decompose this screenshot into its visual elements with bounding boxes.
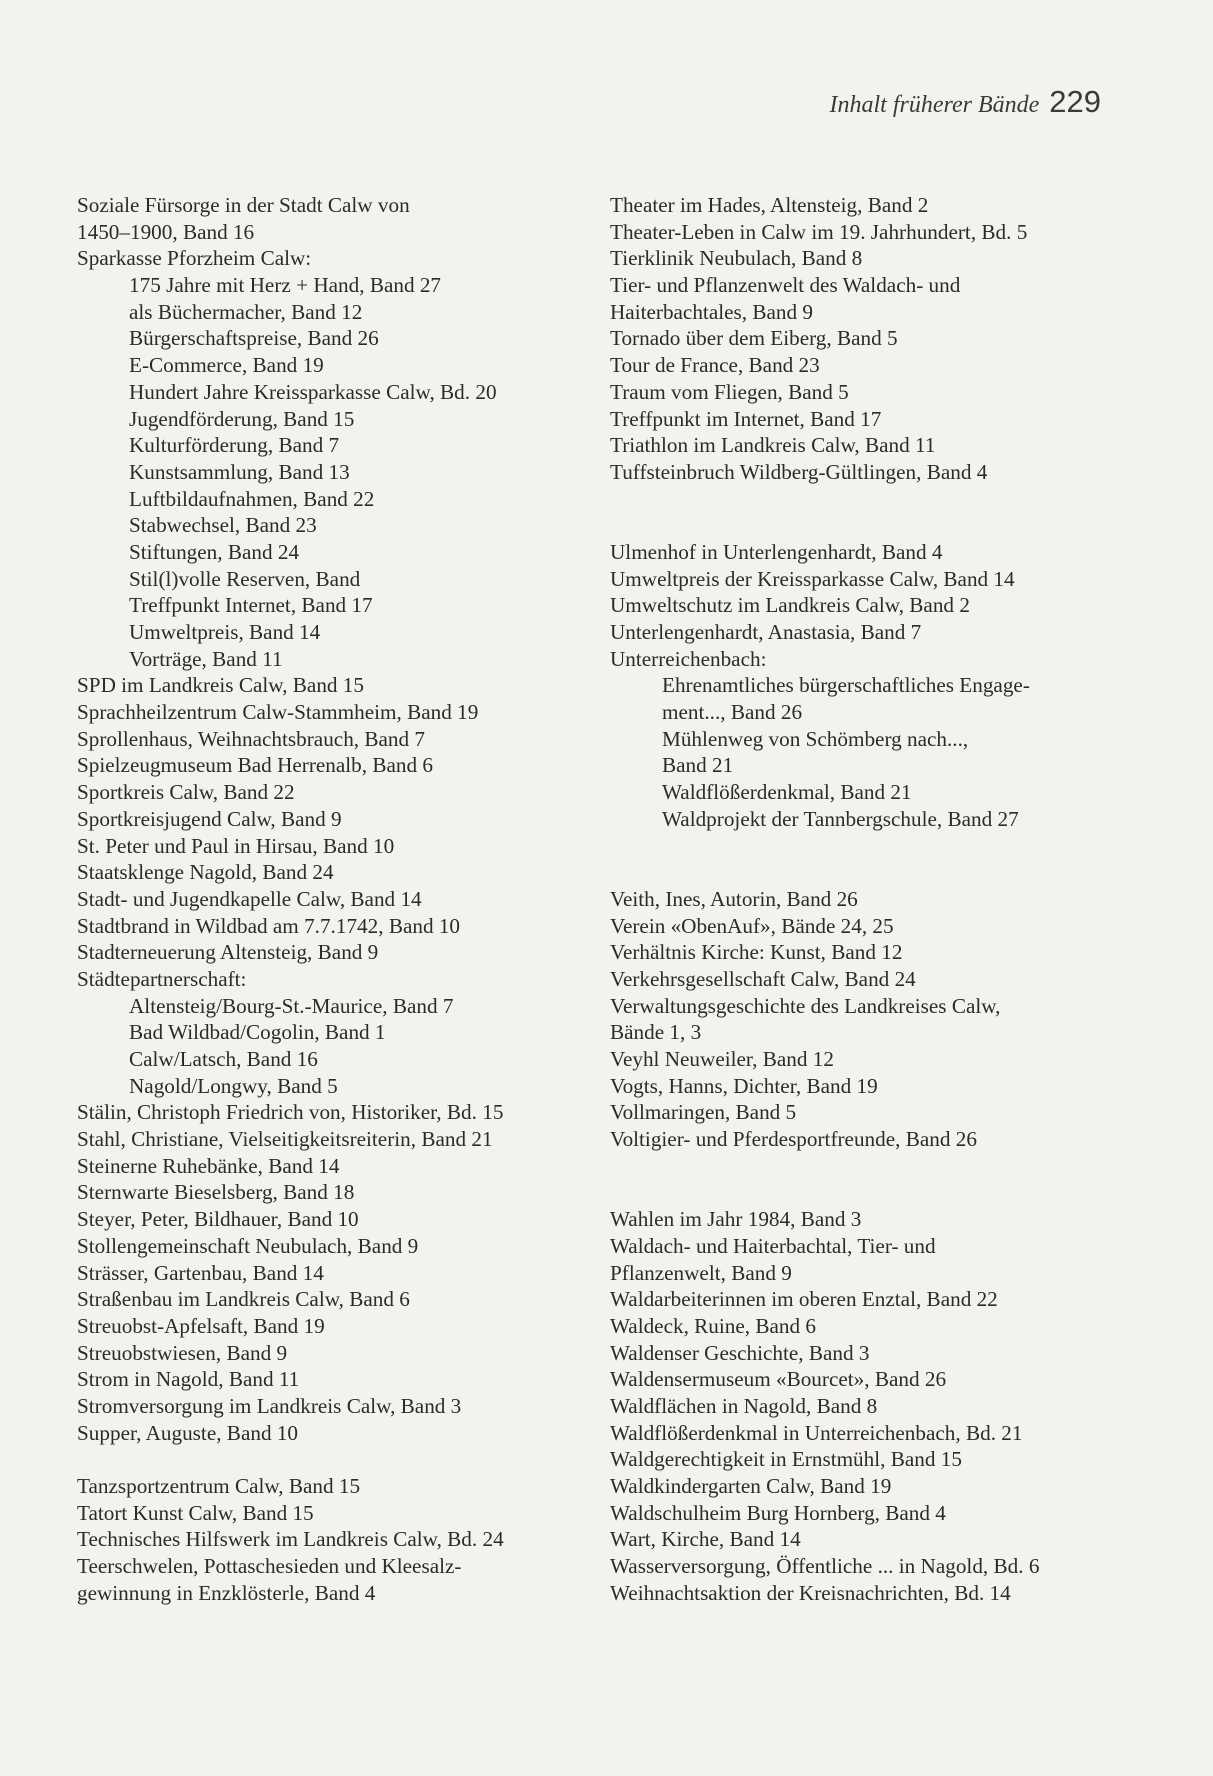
index-entry: Veith, Ines, Autorin, Band 26 (610, 886, 858, 911)
index-subentry: Kulturförderung, Band 7 (129, 433, 340, 458)
index-entry: Waldflächen in Nagold, Band 8 (610, 1393, 878, 1418)
index-entry: Staatsklenge Nagold, Band 24 (77, 860, 334, 885)
page-number: 229 (1049, 84, 1101, 119)
index-entry: Waldarbeiterinnen im oberen Enztal, Band 22 (610, 1287, 998, 1312)
index-subentry: Hundert Jahre Kreissparkasse Calw, Bd. 20 (129, 379, 497, 404)
index-entry: Straßenbau im Landkreis Calw, Band 6 (77, 1287, 410, 1312)
index-entry: Verkehrsgesellschaft Calw, Band 24 (610, 966, 916, 991)
index-subentry: Bürgerschaftspreise, Band 26 (129, 326, 379, 351)
index-entry: Treffpunkt im Internet, Band 17 (610, 406, 882, 431)
index-entry: Umweltpreis der Kreissparkasse Calw, Band 14 (610, 566, 1015, 591)
index-entry: Haiterbachtales, Band 9 (610, 299, 813, 324)
index-entry: 1450–1900, Band 16 (77, 219, 255, 244)
index-entry: Stollengemeinschaft Neubulach, Band 9 (77, 1233, 419, 1258)
index-subentry: Luftbildaufnahmen, Band 22 (129, 486, 375, 511)
index-subentry: Kunstsammlung, Band 13 (129, 459, 350, 484)
index-subentry: Nagold/Longwy, Band 5 (129, 1073, 338, 1098)
index-subentry: Mühlenweg von Schömberg nach..., (662, 726, 969, 751)
index-entry: Waldflößerdenkmal in Unterreichenbach, Bd. 21 (610, 1420, 1023, 1445)
index-entry: Stahl, Christiane, Vielseitigkeitsreiterin, Band 21 (77, 1127, 493, 1152)
index-subentry: ment..., Band 26 (662, 700, 803, 725)
index-entry: Stadtbrand in Wildbad am 7.7.1742, Band 10 (77, 913, 461, 938)
index-entry: Waldschulheim Burg Hornberg, Band 4 (610, 1500, 946, 1525)
index-entry: Veyhl Neuweiler, Band 12 (610, 1047, 834, 1072)
index-entry: Tierklinik Neubulach, Band 8 (610, 246, 863, 271)
index-entry: Unterlengenhardt, Anastasia, Band 7 (610, 620, 922, 645)
index-entry: Vollmaringen, Band 5 (610, 1100, 797, 1125)
index-subentry: Stabwechsel, Band 23 (129, 513, 317, 538)
index-column-right (610, 192, 1110, 1606)
index-entry: Technisches Hilfswerk im Landkreis Calw, Bd. 24 (77, 1527, 504, 1552)
index-entry: Teerschwelen, Pottaschesieden und Kleesalz- (77, 1554, 462, 1579)
index-subentry: Waldflößerdenkmal, Band 21 (662, 780, 912, 805)
index-subentry: Treffpunkt Internet, Band 17 (129, 593, 373, 618)
index-entry: Streuobstwiesen, Band 9 (77, 1340, 288, 1365)
index-entry: Waldach- und Haiterbachtal, Tier- und (610, 1233, 936, 1258)
index-entry: Voltigier- und Pferdesportfreunde, Band 26 (610, 1127, 977, 1152)
index-entry: Theater-Leben in Calw im 19. Jahrhundert, Bd. 5 (610, 219, 1028, 244)
index-subentry: Vorträge, Band 11 (129, 646, 283, 671)
index-entry: gewinnung in Enzklösterle, Band 4 (77, 1580, 376, 1605)
index-entry: Stadterneuerung Altensteig, Band 9 (77, 940, 379, 965)
index-entry: Unterreichenbach: (610, 646, 767, 671)
index-subentry: Ehrenamtliches bürgerschaftliches Engage- (662, 673, 1030, 698)
index-subentry: Stil(l)volle Reserven, Band (129, 566, 361, 591)
running-header (830, 84, 1101, 120)
index-entry: Sparkasse Pforzheim Calw: (77, 246, 312, 271)
index-entry: Umweltschutz im Landkreis Calw, Band 2 (610, 593, 970, 618)
index-entry: Stromversorgung im Landkreis Calw, Band 3 (77, 1393, 462, 1418)
index-entry: Theater im Hades, Altensteig, Band 2 (610, 193, 929, 217)
index-entry: Tier- und Pflanzenwelt des Waldach- und (610, 273, 961, 298)
index-entry: Spielzeugmuseum Bad Herrenalb, Band 6 (77, 753, 433, 778)
index-column-left (77, 192, 577, 1606)
running-header-title: Inhalt früherer Bände (829, 92, 1040, 118)
index-subentry: Altensteig/Bourg-St.-Maurice, Band 7 (129, 993, 454, 1018)
index-entry: Pflanzenwelt, Band 9 (610, 1260, 792, 1285)
index-entry: Steinerne Ruhebänke, Band 14 (77, 1153, 340, 1178)
index-subentry: als Büchermacher, Band 12 (129, 299, 363, 324)
index-entry: Tuffsteinbruch Wildberg-Gültlingen, Band 4 (610, 459, 988, 484)
index-subentry: Band 21 (662, 753, 734, 778)
index-entry: Streuobst-Apfelsaft, Band 19 (77, 1313, 325, 1338)
index-subentry: Jugendförderung, Band 15 (129, 406, 355, 431)
index-entry: Wasserversorgung, Öffentliche ... in Nagold, Bd. 6 (610, 1554, 1040, 1579)
index-entry: Strom in Nagold, Band 11 (77, 1367, 300, 1392)
index-subentry: Umweltpreis, Band 14 (129, 620, 321, 644)
index-subentry: Calw/Latsch, Band 16 (129, 1047, 318, 1071)
index-entry: Bände 1, 3 (610, 1020, 702, 1045)
index-entry: Supper, Auguste, Band 10 (77, 1420, 299, 1445)
index-entry: Triathlon im Landkreis Calw, Band 11 (610, 433, 936, 458)
index-subentry: E-Commerce, Band 19 (129, 353, 324, 378)
index-entry: Weihnachtsaktion der Kreisnachrichten, Bd. 14 (610, 1580, 1011, 1605)
index-entry: Steyer, Peter, Bildhauer, Band 10 (77, 1207, 359, 1232)
index-entry: SPD im Landkreis Calw, Band 15 (77, 673, 364, 698)
index-entry: Stälin, Christoph Friedrich von, Historiker, Bd. 15 (77, 1100, 504, 1125)
index-entry: Verein «ObenAuf», Bände 24, 25 (610, 913, 894, 938)
section-gap (77, 1446, 577, 1473)
index-entry: Traum vom Fliegen, Band 5 (610, 379, 849, 404)
index-entry: Tour de France, Band 23 (610, 353, 820, 378)
index-entry: Sprollenhaus, Weihnachtsbrauch, Band 7 (77, 726, 426, 751)
section-gap (610, 486, 1110, 539)
index-entry: Tornado über dem Eiberg, Band 5 (610, 326, 898, 351)
index-subentry: Bad Wildbad/Cogolin, Band 1 (129, 1020, 386, 1045)
index-entry: Waldenser Geschichte, Band 3 (610, 1340, 870, 1365)
index-entry: Waldensermuseum «Bourcet», Band 26 (610, 1367, 947, 1392)
section-gap (610, 1153, 1110, 1206)
index-entry: Stadt- und Jugendkapelle Calw, Band 14 (77, 886, 422, 911)
index-subentry: Waldprojekt der Tannbergschule, Band 27 (662, 806, 1019, 831)
index-entry: Sprachheilzentrum Calw-Stammheim, Band 19 (77, 700, 479, 725)
index-entry: Vogts, Hanns, Dichter, Band 19 (610, 1073, 878, 1098)
index-entry: Tatort Kunst Calw, Band 15 (77, 1500, 314, 1525)
index-entry: Soziale Fürsorge in der Stadt Calw von (77, 193, 410, 217)
index-entry: Sportkreisjugend Calw, Band 9 (77, 806, 342, 831)
index-entry: St. Peter und Paul in Hirsau, Band 10 (77, 833, 395, 858)
index-entry: Verwaltungsgeschichte des Landkreises Calw, (610, 993, 1001, 1018)
index-subentry: 175 Jahre mit Herz + Hand, Band 27 (129, 273, 442, 298)
index-entry: Waldeck, Ruine, Band 6 (610, 1313, 816, 1338)
index-entry: Ulmenhof in Unterlengenhardt, Band 4 (610, 539, 943, 564)
index-entry: Waldgerechtigkeit in Ernstmühl, Band 15 (610, 1447, 962, 1472)
index-subentry: Stiftungen, Band 24 (129, 539, 300, 564)
index-entry: Sternwarte Bieselsberg, Band 18 (77, 1180, 355, 1205)
index-entry: Tanzsportzentrum Calw, Band 15 (77, 1474, 361, 1498)
index-entry: Strässer, Gartenbau, Band 14 (77, 1260, 324, 1285)
index-entry: Sportkreis Calw, Band 22 (77, 780, 295, 805)
index-entry: Verhältnis Kirche: Kunst, Band 12 (610, 940, 903, 965)
index-entry: Wart, Kirche, Band 14 (610, 1527, 801, 1552)
section-gap (610, 833, 1110, 886)
index-entry: Waldkindergarten Calw, Band 19 (610, 1474, 892, 1499)
index-entry: Wahlen im Jahr 1984, Band 3 (610, 1207, 862, 1232)
index-entry: Städtepartnerschaft: (77, 966, 247, 991)
